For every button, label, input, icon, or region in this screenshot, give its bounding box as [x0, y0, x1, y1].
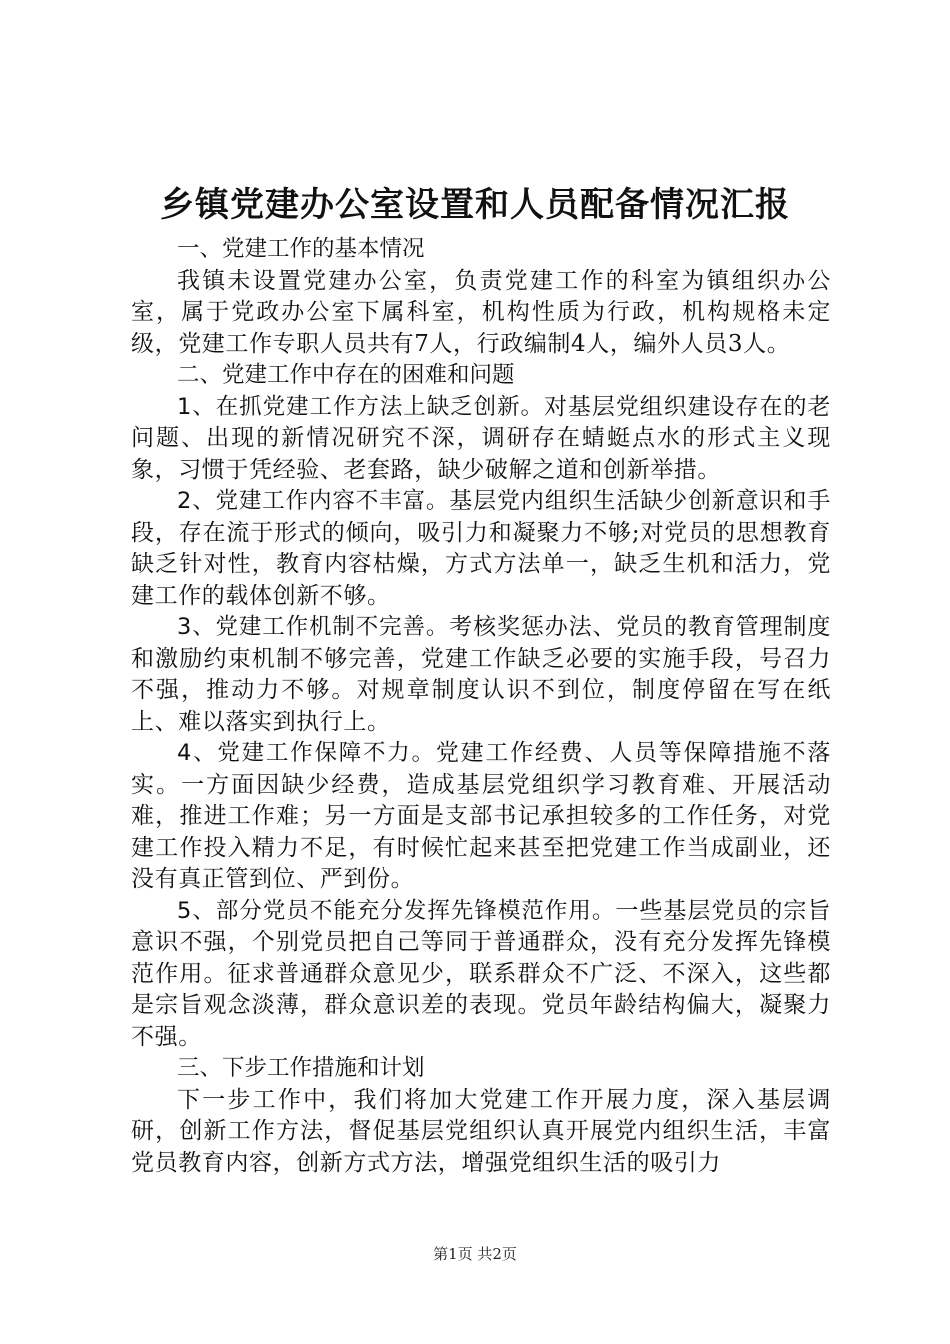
problem-item-1 — [131, 392, 831, 487]
section-3-paragraph: 下一步工作中，我们将加大党建工作开展力度，深入基层调研，创新工作方法，督促基层党组织认真开展党内组织生活，丰富党员教育内容，创新方式方法，增强党组织生活的吸引力 — [131, 1086, 831, 1176]
problem-item-1-text: 对基层党组织建设存在的老问题、出现的新情况研究不深，调研存在蜻蜓点水的形式主义现象，习惯于凭经验、老套路，缺少破解之道和创新举措。 — [131, 393, 832, 483]
section-1-heading: 一、党建工作的基本情况 — [177, 236, 425, 262]
document-title: 乡镇党建办公室设置和人员配备情况汇报 — [160, 185, 790, 225]
page-footer: 第1页 共2页 — [433, 1245, 517, 1263]
problem-item-2 — [131, 486, 831, 612]
problem-item-4-lead: 4、党建工作保障不力。 — [177, 740, 436, 766]
problem-item-3-text: 考核奖惩办法、党员的教育管理制度和激励约束机制不够完善，党建工作缺乏必要的实施手段，号召力不强，推动力不够。对规章制度认识不到位，制度停留在写在纸上、难以落实到执行上。 — [131, 614, 831, 735]
section-3-heading: 三、下步工作措施和计划 — [177, 1055, 425, 1081]
problem-item-3 — [131, 612, 831, 738]
section-1-paragraph: 我镇未设置党建办公室，负责党建工作的科室为镇组织办公室，属于党政办公室下属科室，机构性质为行政，机构规格未定级，党建工作专职人员共有7人，行政编制4人，编外人员3人。 — [131, 267, 831, 357]
problem-item-5-text: 一些基层党员的宗旨意识不强，个别党员把自己等同于普通群众，没有充分发挥先锋模范作用。征求普通群众意见少，联系群众不广泛、不深入，这些都是宗旨观念淡薄，群众意识差的表现。党员年龄结构偏大，凝聚力不强。 — [131, 897, 831, 1050]
problem-item-2-text: 基层党内组织生活缺少创新意识和手段，存在流于形式的倾向，吸引力和凝聚力不够;对党员的思想教育缺乏针对性，教育内容枯燥，方式方法单一，缺乏生机和活力，党建工作的载体创新不够。 — [131, 488, 831, 609]
problem-item-2-lead: 2、党建工作内容不丰富。 — [177, 488, 450, 514]
problem-item-5-lead: 5、部分党员不能充分发挥先锋模范作用。 — [177, 897, 616, 924]
problem-item-5 — [131, 896, 831, 1054]
problem-item-4 — [131, 738, 831, 896]
problem-item-4-text: 党建工作经费、人员等保障措施不落实。一方面因缺少经费，造成基层党组织学习教育难、开展活动难，推进工作难；另一方面是支部书记承担较多的工作任务，对党建工作投入精力不足，有时候忙起来甚至把党建工作当成副业，还没有真正管到位、严到份。 — [131, 740, 831, 892]
section-2-heading: 二、党建工作中存在的困难和问题 — [177, 362, 515, 388]
document-body — [131, 234, 831, 1179]
problem-item-3-lead: 3、党建工作机制不完善。 — [177, 614, 450, 640]
problem-item-1-lead: 1、在抓党建工作方法上缺乏创新。 — [177, 393, 544, 420]
